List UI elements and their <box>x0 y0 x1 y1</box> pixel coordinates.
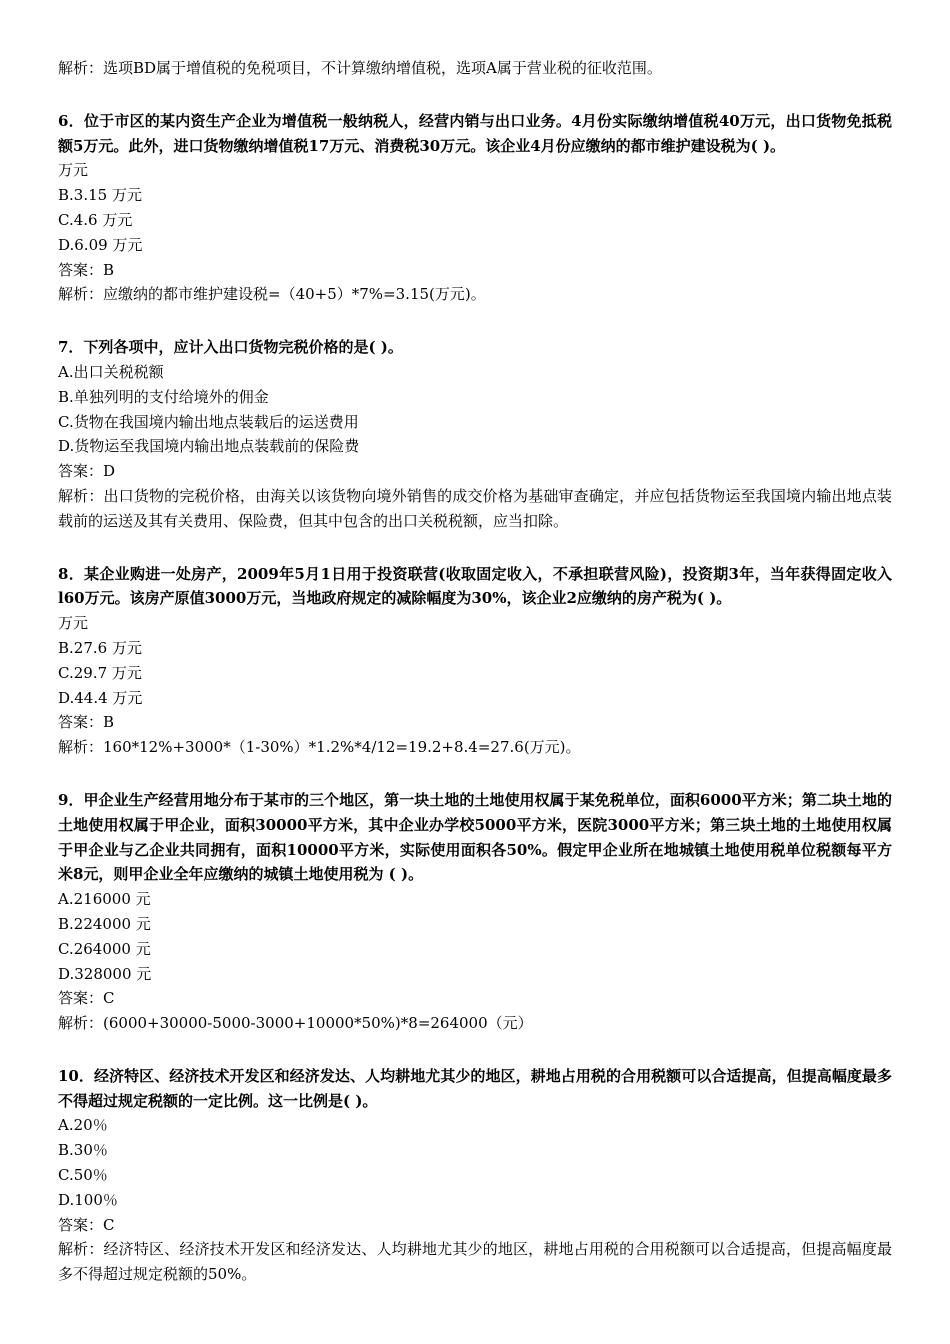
answer-text: 答案：C <box>58 989 115 1008</box>
option-b: B.27.6 万元 <box>58 638 142 657</box>
analysis-text: 解析：(6000+30000-5000-3000+10000*50%)*8=264000（元） <box>58 1014 533 1033</box>
option-a: 万元 <box>58 614 89 633</box>
question-title: 9．甲企业生产经营用地分布于某市的三个地区，第一块土地的土地使用权属于某免税单位，面积6000平方米；第二块土地的土地使用权属于甲企业，面积30000平方米，其中企业办学校5000平方米，医院3000平方米；第三块土地的土地使用权属于甲企业与乙企业共同拥有，面积10000平方米，实际使用面积各50%。假定甲企业所在地城镇土地使用税单位税额每平方米8元，则甲企业全年应缴纳的城镇土地使用税为 ( )。 <box>58 790 892 884</box>
question-6 <box>58 109 892 307</box>
analysis-text: 解析：160*12%+3000*（1-30%）*1.2%*4/12=19.2+8.4=27.6(万元)。 <box>58 738 581 757</box>
option-c: C.货物在我国境内输出地点装载后的运送费用 <box>58 412 359 431</box>
question-9 <box>58 788 892 1036</box>
analysis-text: 解析：经济特区、经济技术开发区和经济发达、人均耕地尤其少的地区，耕地占用税的合用税额可以合适提高，但提高幅度最多不得超过规定税额的50%。 <box>58 1240 892 1284</box>
option-d: D.6.09 万元 <box>58 235 143 254</box>
answer-text: 答案：B <box>58 713 115 732</box>
analysis-text: 解析：选项BD属于增值税的免税项目，不计算缴纳增值税，选项A属于营业税的征收范围。 <box>58 59 662 77</box>
option-c: C.50％ <box>58 1166 108 1185</box>
option-d: D.44.4 万元 <box>58 688 143 707</box>
option-a: A.216000 元 <box>58 890 151 909</box>
option-c: C.4.6 万元 <box>58 210 133 229</box>
question-title: 8．某企业购进一处房产，2009年5月1日用于投资联营(收取固定收入，不承担联营风险)，投资期3年，当年获得固定收入l60万元。该房产原值3000万元，当地政府规定的减除幅度为30%，该企业2应缴纳的房产税为( )。 <box>58 564 892 608</box>
analysis-text: 解析：应缴纳的都市维护建设税=（40+5）*7%=3.15(万元)。 <box>58 285 486 304</box>
option-d: D.100％ <box>58 1190 118 1209</box>
option-b: B.单独列明的支付给境外的佣金 <box>58 387 269 406</box>
option-c: C.264000 元 <box>58 939 151 958</box>
answer-text: 答案：C <box>58 1215 115 1234</box>
answer-text: 答案：D <box>58 462 116 481</box>
option-b: B.224000 元 <box>58 914 151 933</box>
option-a: 万元 <box>58 161 89 180</box>
option-d: D.货物运至我国境内输出地点装载前的保险费 <box>58 437 360 456</box>
question-title: 7．下列各项中，应计入出口货物完税价格的是( )。 <box>58 338 403 357</box>
option-c: C.29.7 万元 <box>58 663 142 682</box>
question-10 <box>58 1064 892 1287</box>
question-7 <box>58 335 892 533</box>
question-8 <box>58 562 892 760</box>
option-b: B.3.15 万元 <box>58 186 142 205</box>
analysis-text: 解析：出口货物的完税价格，由海关以该货物向境外销售的成交价格为基础审查确定，并应包括货物运至我国境内输出地点装载前的运送及其有关费用、保险费，但其中包含的出口关税税额，应当扣除。 <box>58 486 892 530</box>
answer-text: 答案：B <box>58 260 115 279</box>
option-d: D.328000 元 <box>58 964 152 983</box>
option-a: A.20％ <box>58 1116 108 1135</box>
option-a: A.出口关税税额 <box>58 362 164 381</box>
question-title: 10．经济特区、经济技术开发区和经济发达、人均耕地尤其少的地区，耕地占用税的合用税额可以合适提高，但提高幅度最多不得超过规定税额的一定比例。这一比例是( )。 <box>58 1066 892 1110</box>
question-title: 6．位于市区的某内资生产企业为增值税一般纳税人，经营内销与出口业务。4月份实际缴纳增值税40万元，出口货物免抵税额5万元。此外，进口货物缴纳增值税17万元、消费税30万元。该企业4月份应缴纳的都市维护建设税为( )。 <box>58 111 892 155</box>
option-b: B.30％ <box>58 1141 108 1160</box>
